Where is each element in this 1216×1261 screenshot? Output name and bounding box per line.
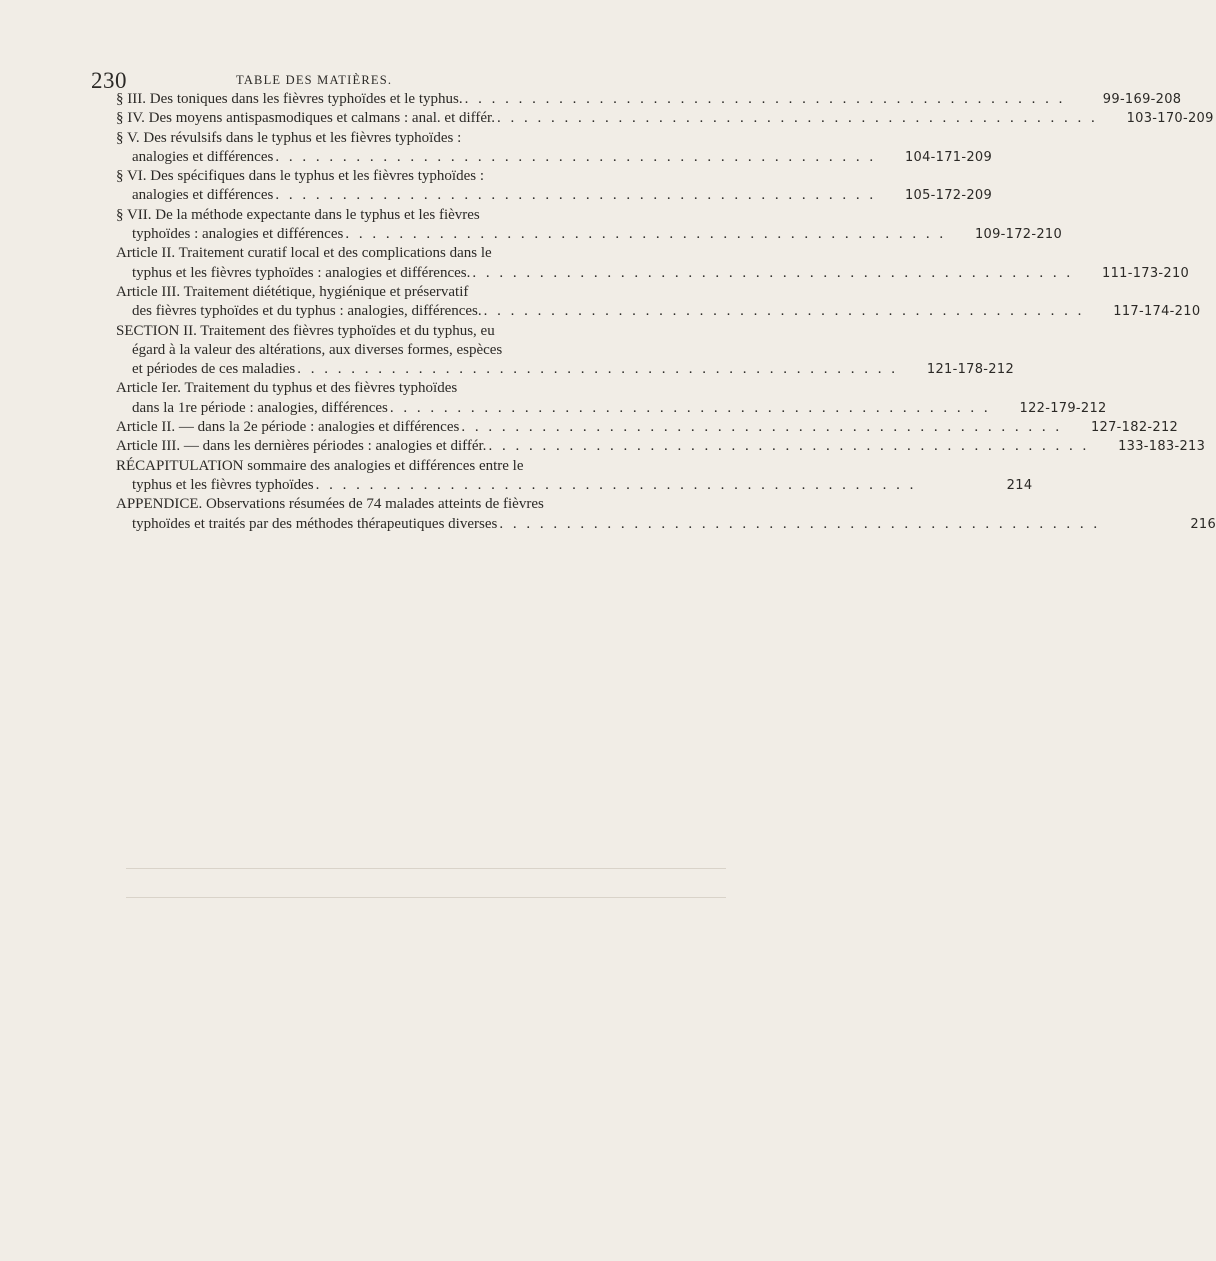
table-of-contents xyxy=(116,90,1216,534)
toc-entry-text: typhoïdes et traités par des méthodes thérapeutiques diverses xyxy=(132,515,498,532)
toc-entry-text: égard à la valeur des altérations, aux diverses formes, espèces xyxy=(132,341,503,358)
toc-entry-text: SECTION II. Traitement des fièvres typhoïdes et du typhus, eu xyxy=(116,322,495,339)
running-title: TABLE DES MATIÈRES. xyxy=(236,73,393,87)
dot-leader: . . . . . . . . . . . . . . . . . . . . . . . . . . . . . . . . . . . . . . . . . . . . . xyxy=(297,361,899,378)
toc-entry xyxy=(116,322,1015,380)
toc-entry-line xyxy=(116,515,1216,534)
toc-entry-line xyxy=(116,206,716,225)
toc-entry xyxy=(116,495,1216,534)
toc-entry-line xyxy=(116,418,1179,437)
toc-entry-pages: 99-169-208 xyxy=(1102,92,1182,107)
toc-entry-line xyxy=(116,437,1206,456)
toc-entry-text: Article III. Traitement diététique, hygiénique et préservatif xyxy=(116,283,469,300)
toc-entry-line xyxy=(116,341,716,360)
toc-entry xyxy=(116,244,1190,283)
toc-entry-line xyxy=(116,457,716,476)
dot-leader: . . . . . . . . . . . . . . . . . . . . . . . . . . . . . . . . . . . . . . . . . . . . . xyxy=(488,438,1090,455)
toc-entry-pages: 133-183-213 xyxy=(1118,439,1206,455)
dot-leader: . . . . . . . . . . . . . . . . . . . . . . . . . . . . . . . . . . . . . . . . . . . . . xyxy=(496,110,1098,127)
toc-entry xyxy=(116,167,993,206)
toc-entry xyxy=(116,109,1214,128)
toc-entry-text: dans la 1re période : analogies, différences xyxy=(132,399,388,416)
toc-entry-pages: 122-179-212 xyxy=(1019,400,1107,416)
toc-entry-line xyxy=(116,379,716,398)
toc-entry-line xyxy=(116,148,993,167)
dot-leader: . . . . . . . . . . . . . . . . . . . . . . . . . . . . . . . . . . . . . . . . . . . . . xyxy=(464,91,1066,107)
toc-entry-text: § VI. Des spécifiques dans le typhus et les fièvres typhoïdes : xyxy=(116,168,484,185)
toc-entry-line xyxy=(116,302,1201,321)
toc-entry-line xyxy=(116,360,1015,379)
toc-entry-pages: 111-173-210 xyxy=(1102,265,1190,281)
toc-entry-pages: 117-174-210 xyxy=(1113,304,1201,320)
toc-entry-line xyxy=(116,322,716,341)
toc-entry xyxy=(116,129,993,168)
toc-entry-text: APPENDICE. Observations résumées de 74 malades atteints de fièvres xyxy=(116,496,544,513)
toc-entry-line xyxy=(116,90,1182,109)
toc-entry-text: typhus et les fièvres typhoïdes xyxy=(132,476,314,493)
toc-entry xyxy=(116,90,1182,109)
toc-entry-pages: 216 xyxy=(1190,516,1216,532)
toc-entry-text: Article III. — dans les dernières périodes : analogies et différ. xyxy=(116,438,487,455)
divider xyxy=(126,897,726,898)
toc-entry-text: § IV. Des moyens antispasmodiques et calmans : anal. et différ. xyxy=(116,110,495,127)
toc-entry-line xyxy=(116,244,716,263)
dot-leader: . . . . . . . . . . . . . . . . . . . . . . . . . . . . . . . . . . . . . . . . . . . . . xyxy=(461,419,1063,436)
dot-leader: . . . . . . . . . . . . . . . . . . . . . . . . . . . . . . . . . . . . . . . . . . . . . xyxy=(315,476,917,493)
toc-entry xyxy=(116,379,1107,418)
dot-leader: . . . . . . . . . . . . . . . . . . . . . . . . . . . . . . . . . . . . . . . . . . . . . xyxy=(483,303,1085,320)
toc-entry-pages: 214 xyxy=(1006,477,1033,493)
toc-entry-line xyxy=(116,129,716,148)
toc-entry-line xyxy=(116,399,1107,418)
toc-entry-pages: 104-171-209 xyxy=(904,149,993,165)
dot-leader: . . . . . . . . . . . . . . . . . . . . . . . . . . . . . . . . . . . . . . . . . . . . . xyxy=(389,399,991,416)
toc-entry-line xyxy=(116,109,1214,128)
toc-entry-text: § III. Des toniques dans les fièvres typhoïdes et le typhus. xyxy=(116,91,463,107)
dot-leader: . . . . . . . . . . . . . . . . . . . . . . . . . . . . . . . . . . . . . . . . . . . . . xyxy=(499,515,1101,532)
toc-entry xyxy=(116,418,1179,437)
dot-leader: . . . . . . . . . . . . . . . . . . . . . . . . . . . . . . . . . . . . . . . . . . . . . xyxy=(345,226,947,243)
toc-entry-text: Article II. Traitement curatif local et des complications dans le xyxy=(116,245,492,262)
toc-entry xyxy=(116,206,1063,245)
toc-entry-text: Article Ier. Traitement du typhus et des fièvres typhoïdes xyxy=(116,380,458,397)
toc-entry-line xyxy=(116,264,1190,283)
dot-leader: . . . . . . . . . . . . . . . . . . . . . . . . . . . . . . . . . . . . . . . . . . . . . xyxy=(275,148,877,165)
toc-entry-pages: 127-182-212 xyxy=(1090,420,1179,436)
divider xyxy=(126,868,726,869)
toc-entry-pages: 103-170-209 xyxy=(1126,111,1214,127)
toc-entry-text: analogies et différences xyxy=(132,187,274,204)
toc-entry-line xyxy=(116,186,993,205)
toc-entry-text: Article II. — dans la 2e période : analogies et différences xyxy=(116,419,460,436)
toc-entry-text: typhus et les fièvres typhoïdes : analogies et différences. xyxy=(132,264,471,281)
toc-entry-line xyxy=(116,476,1033,495)
toc-entry-text: § VII. De la méthode expectante dans le typhus et les fièvres xyxy=(116,206,480,223)
toc-entry-pages: 105-172-209 xyxy=(904,188,993,204)
toc-entry xyxy=(116,437,1206,456)
toc-entry-line xyxy=(116,225,1063,244)
toc-entry-text: et périodes de ces maladies xyxy=(132,361,296,378)
toc-entry-text: analogies et différences xyxy=(132,148,274,165)
toc-entry-text: typhoïdes : analogies et différences xyxy=(132,226,344,243)
toc-entry-pages: 109-172-210 xyxy=(974,227,1063,243)
toc-entry-pages: 121-178-212 xyxy=(926,362,1015,378)
page-number: 230 xyxy=(91,68,127,93)
toc-entry-line xyxy=(116,167,716,186)
dot-leader: . . . . . . . . . . . . . . . . . . . . . . . . . . . . . . . . . . . . . . . . . . . . . xyxy=(472,264,1074,281)
toc-entry xyxy=(116,283,1201,322)
toc-entry-text: § V. Des révulsifs dans le typhus et les fièvres typhoïdes : xyxy=(116,129,462,146)
toc-entry xyxy=(116,457,1033,496)
toc-entry-line xyxy=(116,495,716,514)
toc-entry-text: des fièvres typhoïdes et du typhus : analogies, différences. xyxy=(132,303,482,320)
toc-entry-line xyxy=(116,283,716,302)
dot-leader: . . . . . . . . . . . . . . . . . . . . . . . . . . . . . . . . . . . . . . . . . . . . . xyxy=(275,187,877,204)
toc-entry-text: RÉCAPITULATION sommaire des analogies et différences entre le xyxy=(116,457,524,474)
